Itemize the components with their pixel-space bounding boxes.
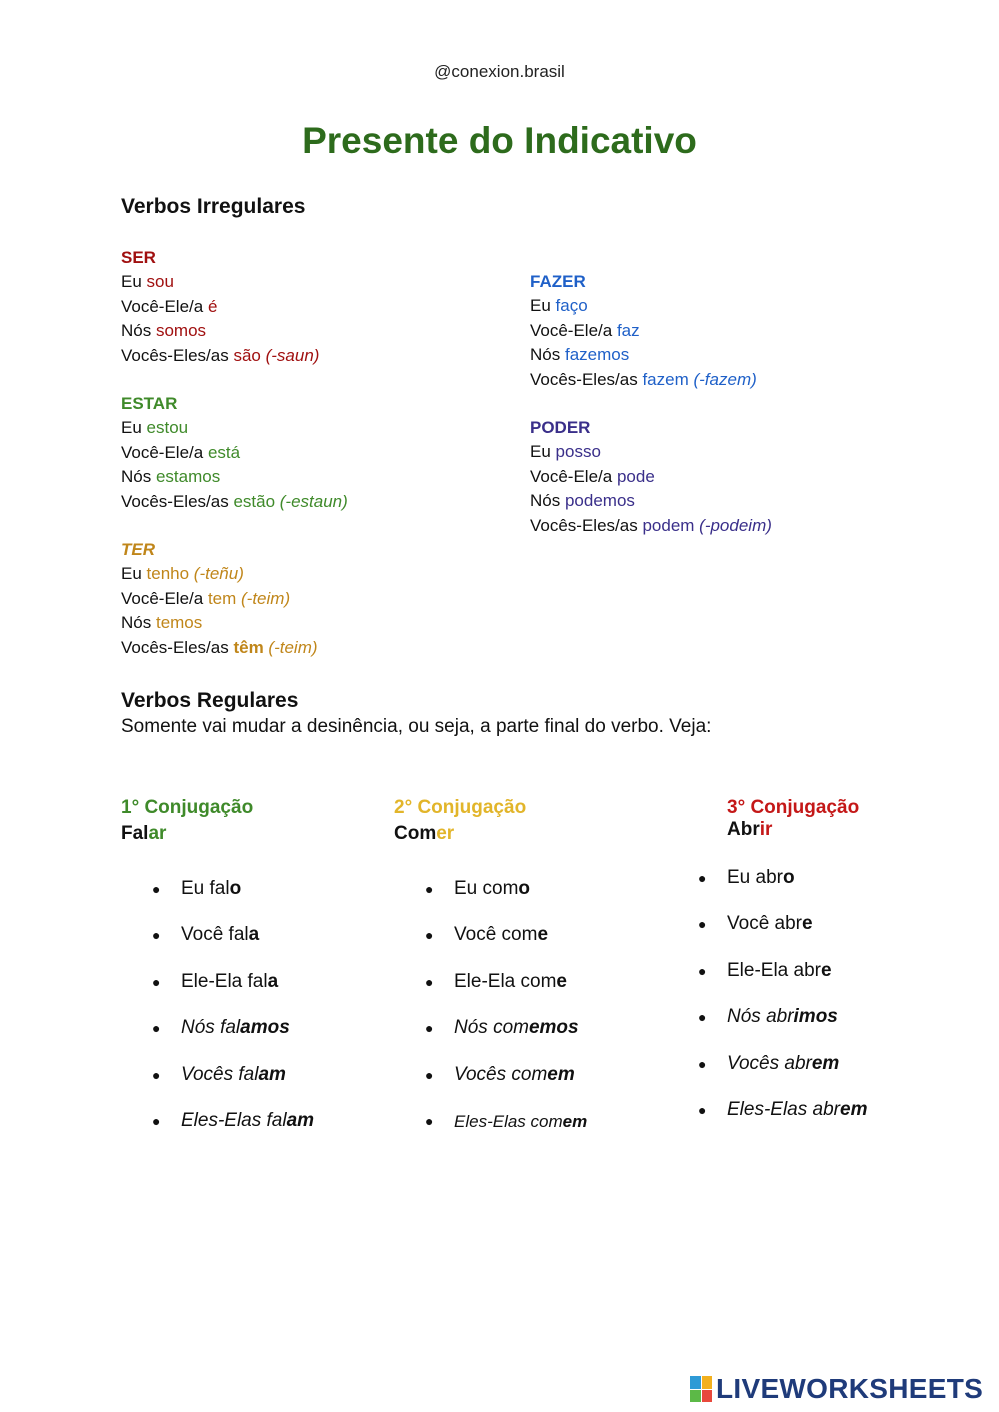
verb-form: posso — [555, 442, 601, 462]
conjugation-title: 1° Conjugação — [121, 797, 254, 818]
pronoun: Você-Ele/a — [121, 588, 208, 608]
pronoun: Você-Ele/a — [530, 320, 617, 340]
verb-line — [530, 319, 757, 343]
conjugation-3-header — [727, 797, 859, 841]
verb-line — [530, 368, 757, 392]
list-item: ● Ele-Ela fala — [152, 970, 279, 992]
conjugation-title: 3° Conjugação — [727, 797, 860, 818]
irregular-heading: Verbos Irregulares — [121, 195, 306, 218]
verb-line — [530, 440, 772, 464]
verb-line — [121, 490, 348, 514]
conjugation-2-list — [425, 878, 588, 1156]
pronoun: Você-Ele/a — [121, 296, 208, 316]
verb-line — [121, 416, 348, 440]
verb-form: tenho — [146, 564, 194, 584]
verb-form: fazem — [642, 369, 694, 389]
list-item: ● Eles-Elas comem — [425, 1111, 588, 1131]
verb-form: estou — [146, 418, 189, 438]
regular-heading: Verbos Regulares — [121, 689, 299, 712]
pronoun: Vocês-Eles/as — [530, 515, 643, 535]
pronoun: Eu — [121, 272, 147, 292]
verb-line — [530, 489, 772, 513]
verb-estar-block — [121, 392, 348, 514]
pronoun: Eu — [121, 418, 147, 438]
list-item: ● Você abre — [698, 913, 813, 935]
pronoun: Você-Ele/a — [121, 442, 208, 462]
regular-intro: Somente vai mudar a desinência, ou seja, a parte final do verbo. Veja: — [121, 716, 712, 737]
list-item: ● Vocês comem — [425, 1063, 575, 1085]
pronoun: Vocês-Eles/as — [530, 369, 643, 389]
list-item: ● Eles-Elas abrem — [698, 1098, 868, 1120]
verb-form: podemos — [564, 491, 635, 511]
live-logo-icon — [690, 1376, 712, 1402]
verb-form: faz — [616, 320, 640, 340]
verb-line — [530, 294, 757, 318]
list-item: ● Vocês falam — [152, 1063, 286, 1085]
pronoun: Você-Ele/a — [530, 466, 617, 486]
verb-form: é — [207, 296, 218, 316]
pronoun: Nós — [121, 613, 156, 633]
list-item: ● Nós comemos — [425, 1017, 579, 1039]
verb-line — [121, 611, 318, 635]
verb-line — [530, 514, 772, 538]
conjugation-1-header — [121, 797, 253, 845]
page-title: Presente do Indicativo — [302, 120, 697, 161]
verb-ter-block — [121, 538, 318, 660]
conjugation-1-list — [152, 878, 315, 1156]
verb-form: está — [207, 442, 241, 462]
pronunciation-note: (-saun) — [265, 345, 320, 365]
verb-form: estão — [233, 491, 280, 511]
verb-poder-block — [530, 416, 772, 538]
verb-form: pode — [616, 466, 655, 486]
conjugation-verb: Abrir — [727, 819, 773, 840]
verb-form: temos — [155, 613, 203, 633]
pronoun: Eu — [530, 442, 556, 462]
conjugation-verb: Falar — [121, 823, 167, 844]
verb-ser-block — [121, 246, 319, 368]
list-item: ● Eles-Elas falam — [152, 1109, 315, 1131]
verb-name: PODER — [530, 418, 591, 437]
verb-name: SER — [121, 248, 156, 267]
pronunciation-note: (-fazem) — [693, 369, 757, 389]
conjugation-verb: Comer — [394, 823, 455, 844]
list-item: ● Você fala — [152, 924, 260, 946]
pronoun: Vocês-Eles/as — [121, 491, 234, 511]
verb-line — [121, 270, 319, 294]
verb-form: têm — [233, 637, 269, 657]
verb-line — [121, 636, 318, 660]
author-handle: @conexion.brasil — [434, 62, 565, 81]
verb-form: são — [233, 345, 266, 365]
list-item: ● Ele-Ela abre — [698, 959, 832, 981]
conjugation-3-list — [698, 867, 868, 1145]
verb-line — [121, 344, 319, 368]
list-item: ● Eu falo — [152, 878, 242, 899]
verb-line — [530, 465, 772, 489]
verb-name: ESTAR — [121, 394, 178, 413]
list-item: ● Vocês abrem — [698, 1052, 840, 1074]
verb-line — [121, 441, 348, 465]
verb-form: somos — [155, 321, 207, 341]
verb-form: fazemos — [564, 345, 630, 365]
list-item: ● Eu abro — [698, 867, 795, 888]
verb-line — [121, 319, 319, 343]
verb-name: FAZER — [530, 272, 586, 291]
pronoun: Vocês-Eles/as — [121, 345, 234, 365]
liveworksheets-logo — [690, 1373, 983, 1405]
verb-line — [530, 343, 757, 367]
conjugation-title: 2° Conjugação — [394, 797, 527, 818]
list-item: ● Eu como — [425, 878, 531, 899]
verb-line — [121, 465, 348, 489]
verb-line — [121, 295, 319, 319]
verb-line — [121, 587, 318, 611]
logo-text: LIVEWORKSHEETS — [716, 1373, 984, 1404]
pronunciation-note: (-estaun) — [279, 491, 348, 511]
verb-form: tem — [207, 588, 242, 608]
pronunciation-note: (-teim) — [241, 588, 291, 608]
verb-form: estamos — [155, 467, 221, 487]
pronunciation-note: (-teim) — [268, 637, 318, 657]
verb-name: TER — [121, 540, 155, 559]
verb-form: sou — [146, 272, 174, 292]
pronoun: Eu — [121, 564, 147, 584]
list-item: ● Nós falamos — [152, 1017, 290, 1039]
pronoun: Nós — [121, 467, 156, 487]
pronoun: Nós — [530, 491, 565, 511]
pronunciation-note: (-podeim) — [699, 515, 772, 535]
verb-form: faço — [555, 296, 588, 316]
list-item: ● Ele-Ela come — [425, 970, 567, 992]
conjugation-2-header — [394, 797, 526, 845]
pronoun: Nós — [530, 345, 565, 365]
verb-line — [121, 562, 318, 586]
pronoun: Eu — [530, 296, 556, 316]
verb-form: podem — [642, 515, 700, 535]
list-item: ● Nós abrimos — [698, 1006, 838, 1028]
pronoun: Vocês-Eles/as — [121, 637, 234, 657]
verb-fazer-block — [530, 270, 757, 392]
list-item: ● Você come — [425, 924, 549, 946]
pronunciation-note: (-teñu) — [193, 564, 244, 584]
pronoun: Nós — [121, 321, 156, 341]
